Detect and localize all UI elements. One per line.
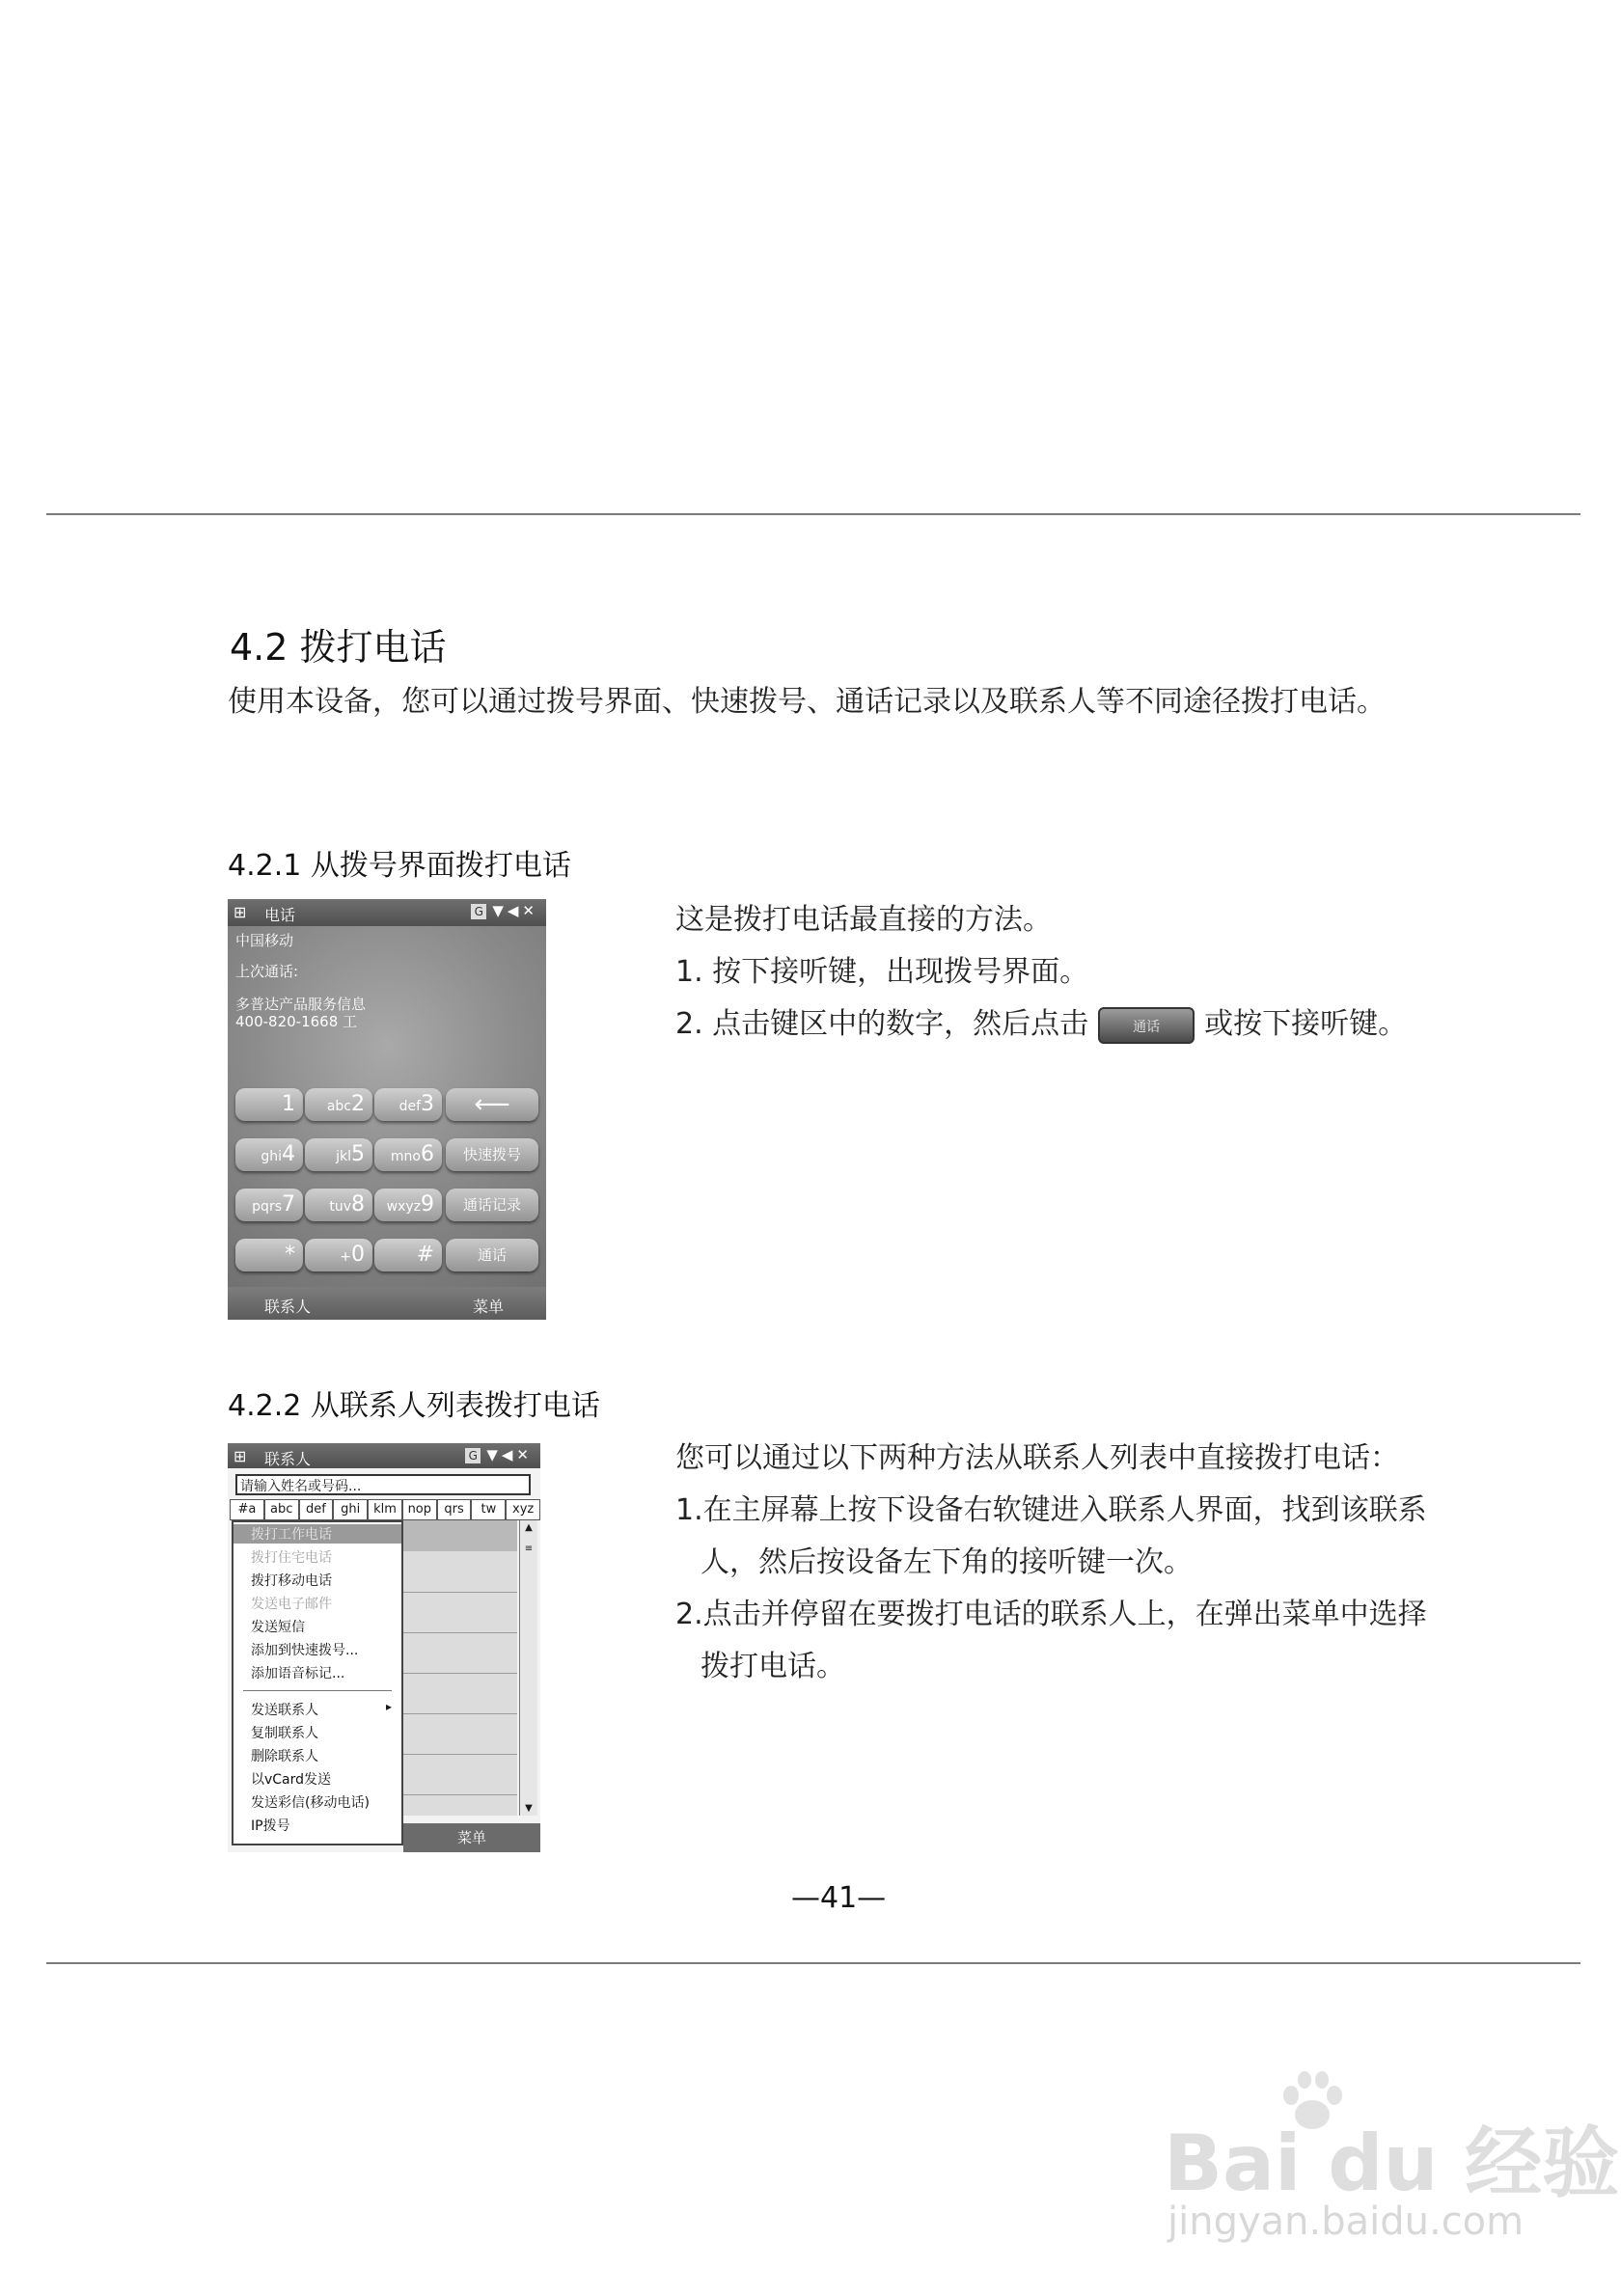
sub2-line-2: 1.在主屏幕上按下设备右软键进入联系人界面，找到该联系 — [675, 1493, 1427, 1527]
backspace-key[interactable]: ⟵ — [446, 1088, 538, 1121]
dial-key-3[interactable] — [374, 1088, 442, 1121]
dial-key-letters: wxyz — [386, 1199, 421, 1215]
section-intro: 使用本设备，您可以通过拨号界面、快速拨号、通话记录以及联系人等不同途径拨打电话。 — [228, 685, 1386, 719]
submenu-arrow-icon: ▸ — [386, 1700, 393, 1713]
dial-key-number: 2 — [351, 1092, 365, 1116]
dial-key-0[interactable] — [305, 1239, 372, 1271]
dial-key-2[interactable] — [305, 1088, 372, 1121]
dial-key-7[interactable] — [235, 1189, 303, 1221]
dial-key-letters: jkl — [336, 1149, 351, 1164]
list-divider — [401, 1673, 517, 1674]
call-history-key[interactable]: 通话记录 — [446, 1189, 538, 1221]
dial-key-number: 6 — [421, 1142, 434, 1166]
signal-icon: ▼ — [492, 902, 508, 919]
watermark-url: jingyan.baidu.com — [1168, 2200, 1525, 2244]
dialer-screenshot — [228, 899, 546, 1320]
sub1-line-1: 这是拨打电话最直接的方法。 — [675, 903, 1052, 937]
dial-key-letters: mno — [390, 1149, 421, 1164]
scroll-thumb-icon[interactable]: ≡ — [524, 1544, 534, 1554]
status-icons — [465, 1446, 533, 1463]
menu-item[interactable]: 以vCard发送 — [251, 1772, 332, 1788]
sub2-line-3: 人，然后按设备左下角的接听键一次。 — [701, 1545, 1193, 1579]
dial-key-number: 9 — [421, 1192, 434, 1216]
last-call-label: 上次通话: — [235, 963, 299, 980]
dial-key-number: 7 — [282, 1192, 295, 1216]
dial-key-1[interactable] — [235, 1088, 303, 1121]
soft-key-bar — [228, 1287, 546, 1320]
sub1-line-3 — [675, 1001, 1544, 1048]
sub2-line-5: 拨打电话。 — [701, 1650, 845, 1683]
dial-key-letters: abc — [326, 1099, 351, 1114]
scroll-down-icon[interactable]: ▼ — [525, 1803, 533, 1814]
signal-icon: ▼ — [486, 1446, 502, 1463]
contacts-softkey[interactable]: 联系人 — [264, 1298, 312, 1316]
call-button-inline: 通话 — [1098, 1007, 1195, 1044]
list-divider — [401, 1754, 517, 1755]
menu-item[interactable]: IP拨号 — [251, 1818, 290, 1834]
close-icon[interactable]: ✕ — [522, 902, 538, 919]
sub2-line-1: 您可以通过以下两种方法从联系人列表中直接拨打电话： — [675, 1441, 1399, 1475]
gprs-icon: G — [465, 1448, 481, 1463]
menu-item[interactable]: 复制联系人 — [251, 1726, 318, 1741]
windows-start-icon[interactable]: ⊞ — [234, 903, 247, 921]
letter-tab[interactable]: def — [299, 1499, 334, 1520]
contacts-screenshot — [228, 1443, 540, 1852]
menu-separator — [243, 1690, 392, 1691]
dial-key-6[interactable] — [374, 1138, 442, 1171]
dial-key-number: 0 — [351, 1243, 365, 1267]
speed-dial-key[interactable]: 快速拨号 — [446, 1138, 538, 1171]
menu-item[interactable]: 发送联系人 — [251, 1703, 318, 1718]
menu-item[interactable]: 发送彩信(移动电话) — [251, 1795, 370, 1811]
contact-list[interactable] — [401, 1520, 517, 1816]
subsection-1-text — [675, 897, 1544, 1053]
dial-key-letters: + — [340, 1249, 351, 1265]
letter-tab[interactable]: #a — [230, 1499, 264, 1520]
dial-key-number: * — [285, 1243, 295, 1267]
app-title: 联系人 — [264, 1450, 312, 1468]
list-divider — [401, 1632, 517, 1633]
sub2-line-4: 2.点击并停留在要拨打电话的联系人上，在弹出菜单中选择 — [675, 1598, 1427, 1631]
sub1-line-3-post: 或按下接听键。 — [1204, 1007, 1408, 1041]
letter-tab[interactable]: xyz — [506, 1499, 540, 1520]
close-icon[interactable]: ✕ — [516, 1446, 533, 1463]
letter-tab[interactable]: ghi — [333, 1499, 368, 1520]
windows-start-icon[interactable]: ⊞ — [234, 1447, 247, 1465]
dial-key-number: 8 — [351, 1192, 365, 1216]
dial-key-star[interactable] — [235, 1239, 303, 1271]
dial-key-letters: ghi — [261, 1149, 282, 1164]
bottom-rule — [46, 1962, 1580, 1964]
scroll-up-icon[interactable]: ▲ — [525, 1522, 533, 1533]
section-title: 4.2 拨打电话 — [230, 626, 447, 669]
dial-key-5[interactable] — [305, 1138, 372, 1171]
carrier-label: 中国移动 — [235, 932, 294, 949]
dial-key-letters: tuv — [329, 1199, 351, 1215]
dial-key-number: # — [416, 1243, 434, 1267]
letter-tab[interactable]: abc — [264, 1499, 299, 1520]
contact-number: 400-820-1668 工 — [235, 1013, 358, 1030]
dial-key-number: 5 — [351, 1142, 365, 1166]
scrollbar[interactable] — [519, 1520, 537, 1816]
menu-item[interactable]: 拨打工作电话 — [234, 1524, 401, 1544]
speaker-icon[interactable]: ◀ — [501, 1446, 517, 1463]
letter-tab[interactable]: klm — [368, 1499, 402, 1520]
menu-item[interactable]: 添加到快速拨号... — [251, 1643, 359, 1658]
menu-item: 发送电子邮件 — [251, 1597, 332, 1612]
subsection-2-text — [675, 1435, 1544, 1696]
dial-key-number: 3 — [421, 1092, 434, 1116]
letter-tab[interactable]: nop — [402, 1499, 437, 1520]
dial-key-number: 1 — [282, 1092, 295, 1116]
status-icons — [471, 902, 538, 919]
search-input[interactable]: 请输入姓名或号码... — [235, 1474, 531, 1495]
app-title: 电话 — [264, 906, 296, 924]
dial-key-letters: def — [398, 1099, 421, 1114]
list-divider — [401, 1713, 517, 1714]
contact-name: 多普达产品服务信息 — [235, 996, 367, 1013]
list-divider — [401, 1592, 517, 1593]
letter-tabs — [230, 1499, 540, 1520]
dial-key-8[interactable] — [305, 1189, 372, 1221]
page-number: —41— — [791, 1881, 887, 1915]
subsection-2-title: 4.2.2 从联系人列表拨打电话 — [228, 1389, 600, 1423]
menu-softkey[interactable]: 菜单 — [472, 1298, 504, 1316]
letter-tab[interactable]: qrs — [437, 1499, 472, 1520]
talk-key[interactable]: 通话 — [446, 1239, 538, 1271]
dial-key-9[interactable] — [374, 1189, 442, 1221]
top-rule — [46, 513, 1580, 515]
speaker-icon[interactable]: ◀ — [507, 902, 523, 919]
letter-tab[interactable]: tw — [471, 1499, 506, 1520]
dial-key-letters: pqrs — [252, 1199, 282, 1215]
sub1-line-2: 1. 按下接听键，出现拨号界面。 — [675, 955, 1089, 989]
dial-key-number: 4 — [282, 1142, 295, 1166]
status-bar — [228, 899, 546, 926]
menu-item[interactable]: 发送短信 — [251, 1620, 305, 1635]
context-menu — [232, 1520, 403, 1845]
sub1-line-3-pre: 2. 点击键区中的数字，然后点击 — [675, 1007, 1089, 1041]
menu-item[interactable]: 删除联系人 — [251, 1749, 318, 1764]
menu-softkey[interactable]: 菜单 — [403, 1823, 540, 1852]
dial-key-hash[interactable] — [374, 1239, 442, 1271]
menu-item[interactable]: 添加语音标记... — [251, 1666, 345, 1681]
gprs-icon: G — [471, 904, 486, 919]
dial-key-4[interactable] — [235, 1138, 303, 1171]
menu-item: 拨打住宅电话 — [251, 1550, 332, 1566]
menu-item[interactable]: 拨打移动电话 — [251, 1573, 332, 1589]
status-bar — [228, 1443, 540, 1468]
watermark-brand: Bai du 经验 — [1164, 2118, 1620, 2208]
list-divider — [401, 1794, 517, 1795]
subsection-1-title: 4.2.1 从拨号界面拨打电话 — [228, 849, 571, 883]
selected-contact-row[interactable] — [401, 1520, 517, 1551]
